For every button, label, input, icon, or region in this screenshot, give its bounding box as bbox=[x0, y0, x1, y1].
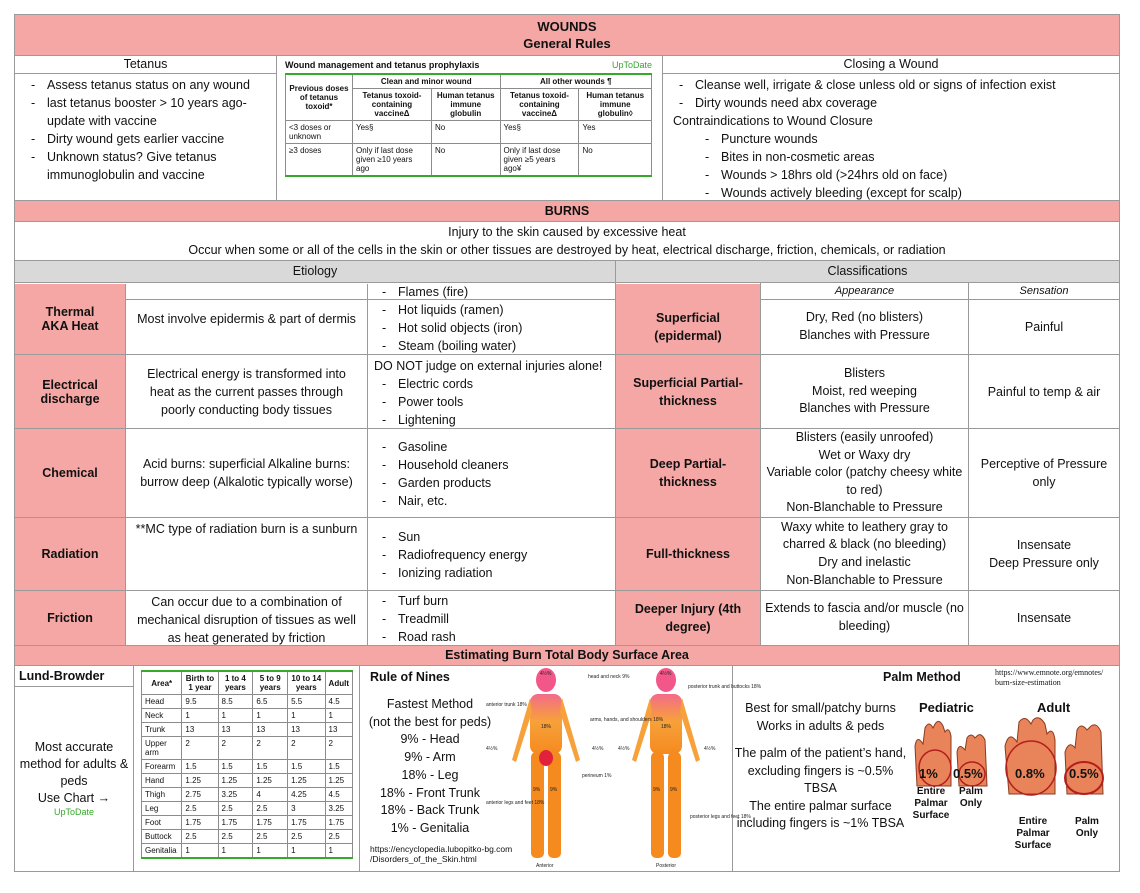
label-posterior: Posterior bbox=[656, 863, 677, 869]
burn-row bbox=[15, 591, 1119, 646]
cell: Thigh bbox=[142, 788, 182, 802]
cell: 4 bbox=[253, 788, 288, 802]
nines-section bbox=[360, 666, 762, 871]
adult-full-hand-icon bbox=[1005, 718, 1055, 794]
burn-example-list bbox=[368, 528, 615, 582]
appearance-line: Moist, red weeping bbox=[812, 383, 917, 398]
appearance-line: Dry and inelastic bbox=[818, 555, 911, 569]
adult-full-pct: 0.8% bbox=[1015, 766, 1045, 781]
tetanus-item: - Unknown status? Give tetanus immunoglobulin and vaccine bbox=[47, 148, 276, 184]
sensation-line: Insensate bbox=[1016, 611, 1072, 625]
burn-example: - Garden products bbox=[398, 474, 615, 492]
closing-item: - Cleanse well, irrigate & close unless old or signs of infection exist bbox=[695, 76, 1119, 94]
cell: 2.5 bbox=[288, 830, 325, 844]
lund-header: Lund-Browder bbox=[15, 666, 133, 687]
burn-example: - Power tools bbox=[398, 393, 615, 411]
tetanus-item: - Assess tetanus status on any wound bbox=[47, 76, 276, 94]
etiology-header: Etiology bbox=[15, 261, 616, 282]
burn-rows bbox=[15, 283, 1119, 646]
label-arms: arms, hands, and shoulders 18% bbox=[590, 717, 664, 723]
col-appearance: Appearance bbox=[761, 283, 969, 299]
burn-appearance bbox=[761, 355, 969, 428]
cell: 4.25 bbox=[288, 788, 325, 802]
lund-section bbox=[15, 666, 360, 871]
burn-example-list bbox=[368, 438, 615, 510]
post-left-arm bbox=[632, 698, 652, 762]
sensation-line: Perceptive of Pressure only bbox=[980, 457, 1108, 489]
burns-def-2: Occur when some or all of the cells in the skin or other tissues are destroyed by heat, electrical discharge, friction, chemicals, or radiation bbox=[188, 243, 946, 257]
lund-col-header: Area* bbox=[142, 671, 182, 695]
cell: 2.75 bbox=[182, 788, 218, 802]
hands-drawing bbox=[909, 716, 1117, 796]
cell: 6.5 bbox=[253, 695, 288, 709]
label-arm-r: 4½% bbox=[592, 746, 604, 752]
burns-title: BURNS bbox=[15, 201, 1119, 222]
nines-url: https://encyclopedia.lubopitko-bg.com /Disorders_of_the_Skin.html bbox=[370, 844, 513, 864]
cell: 2.5 bbox=[325, 830, 352, 844]
cell: Genitalia bbox=[142, 844, 182, 859]
contra-item: - Puncture wounds bbox=[721, 130, 1119, 148]
burn-row bbox=[15, 355, 1119, 429]
sensation-line: Insensate bbox=[1016, 538, 1072, 552]
label-post-leg-r: 9% bbox=[670, 787, 678, 793]
table-row bbox=[286, 144, 652, 177]
cell: Foot bbox=[142, 816, 182, 830]
appearance-line: Blisters (easily unroofed) bbox=[795, 430, 934, 445]
label-anterior: Anterior bbox=[536, 863, 554, 869]
cell: 2.5 bbox=[253, 830, 288, 844]
burn-examples bbox=[368, 429, 616, 517]
posterior-body bbox=[632, 668, 700, 858]
cell: 4.5 bbox=[325, 788, 352, 802]
burn-depth: Deep Partial-thickness bbox=[616, 429, 761, 517]
burn-sensation bbox=[969, 284, 1119, 354]
adult-palm-label: Palm Only bbox=[1075, 816, 1099, 839]
burns-header-row bbox=[15, 261, 1119, 283]
table-row bbox=[142, 695, 353, 709]
rule-of-nines-figure bbox=[478, 666, 762, 871]
appearance-line: Blanches with Pressure bbox=[799, 401, 930, 416]
table-row bbox=[142, 760, 353, 774]
burns-def-1: Injury to the skin caused by excessive heat bbox=[448, 225, 686, 239]
burn-row bbox=[15, 429, 1119, 518]
cell: Yes§ bbox=[353, 121, 432, 144]
burn-appearance bbox=[761, 429, 969, 517]
cell: No bbox=[431, 121, 500, 144]
burn-description: Most involve epidermis & part of dermis bbox=[126, 284, 368, 354]
appearance-line: Extends to fascia and/or muscle (no bleeding) bbox=[765, 601, 964, 633]
nines-header: Rule of Nines bbox=[370, 670, 450, 684]
th-clean: Clean and minor wound bbox=[353, 74, 501, 89]
ped-full-label: Entire Palmar Surface bbox=[912, 786, 950, 821]
closing-section bbox=[663, 56, 1119, 200]
ant-perineum bbox=[539, 750, 553, 766]
burn-type: Friction bbox=[15, 591, 126, 645]
anterior-body bbox=[512, 668, 580, 858]
cell: <3 doses or unknown bbox=[286, 121, 353, 144]
tbsa-title: Estimating Burn Total Body Surface Area bbox=[15, 646, 1119, 666]
appearance-line: Non-Blanchable to Pressure bbox=[786, 500, 943, 515]
burn-description: Acid burns: superficial Alkaline burns: burrow deep (Alkalotic typically worse) bbox=[126, 429, 368, 517]
cell: 1 bbox=[288, 844, 325, 859]
cell: 1.25 bbox=[253, 774, 288, 788]
nines-line: 9% - Arm bbox=[404, 750, 456, 765]
palm-text bbox=[733, 700, 908, 833]
cell: 13 bbox=[218, 723, 253, 737]
table-row bbox=[142, 830, 353, 844]
uptodate-logo: UpToDate bbox=[611, 60, 652, 70]
burn-example: - Flames (fire) bbox=[398, 283, 615, 301]
palm-section bbox=[733, 666, 1119, 871]
label-arm-l: 4½% bbox=[486, 746, 498, 752]
burn-appearance bbox=[761, 284, 969, 354]
burn-sensation bbox=[969, 355, 1119, 428]
nines-line: 1% - Genitalia bbox=[390, 820, 470, 835]
sensation-line: Painful to temp & air bbox=[987, 384, 1101, 399]
burn-type: Radiation bbox=[15, 518, 126, 590]
cell: 2.5 bbox=[218, 830, 253, 844]
lund-text: Most accurate method for adults & peds bbox=[19, 740, 129, 788]
label-ant-legs: anterior legs and feet 18% bbox=[486, 800, 545, 806]
lund-browder-table bbox=[141, 670, 353, 859]
tetanus-list bbox=[15, 76, 276, 184]
burn-type: Chemical bbox=[15, 429, 126, 517]
table-row bbox=[142, 774, 353, 788]
label-back-pct: 18% bbox=[661, 724, 672, 730]
burn-description: Electrical energy is transformed into heat as the current passes through poorly conducting body tissues bbox=[126, 355, 368, 428]
cell: 1.75 bbox=[218, 816, 253, 830]
th-vaccine: Tetanus toxoid-containing vaccineΔ bbox=[353, 89, 432, 121]
prophylaxis-title: Wound management and tetanus prophylaxis bbox=[285, 60, 480, 70]
cell: 1.75 bbox=[253, 816, 288, 830]
wounds-row bbox=[15, 56, 1119, 201]
col-sensation: Sensation bbox=[1019, 285, 1069, 297]
cell: 1.25 bbox=[182, 774, 218, 788]
cell: 2 bbox=[253, 737, 288, 760]
burn-appearance bbox=[761, 591, 969, 645]
label-leg-l: 9% bbox=[533, 787, 541, 793]
contra-item: - Bites in non-cosmetic areas bbox=[721, 148, 1119, 166]
th-globulin-2: Human tetanus immune globulin◊ bbox=[579, 89, 652, 121]
table-row bbox=[142, 709, 353, 723]
lund-col-header: 10 to 14 years bbox=[288, 671, 325, 695]
label-post-arm-l: 4½% bbox=[618, 746, 630, 752]
post-left-leg bbox=[651, 752, 664, 858]
cell: Leg bbox=[142, 802, 182, 816]
cell: 1.25 bbox=[218, 774, 253, 788]
tetanus-section bbox=[15, 56, 277, 200]
table-row bbox=[142, 844, 353, 859]
cell: 1.75 bbox=[182, 816, 218, 830]
cell: Neck bbox=[142, 709, 182, 723]
burn-note: DO NOT judge on external injuries alone! bbox=[374, 358, 603, 373]
burn-sensation bbox=[969, 429, 1119, 517]
burn-example: - Hot liquids (ramen) bbox=[398, 301, 615, 319]
cell: 1 bbox=[218, 709, 253, 723]
burn-examples bbox=[368, 284, 616, 354]
cell: 1.25 bbox=[325, 774, 352, 788]
burn-example: - Sun bbox=[398, 528, 615, 546]
ant-right-leg bbox=[548, 752, 561, 858]
lund-header-row bbox=[142, 671, 353, 695]
burn-description: **MC type of radiation burn is a sunburn bbox=[126, 518, 368, 590]
nines-line: 18% - Front Trunk bbox=[379, 785, 481, 800]
burn-type: Electrical discharge bbox=[15, 355, 126, 428]
burn-example: - Household cleaners bbox=[398, 456, 615, 474]
cell: 5.5 bbox=[288, 695, 325, 709]
cell: Forearm bbox=[142, 760, 182, 774]
cell: Only if last dose given ≥5 years ago¥ bbox=[500, 144, 579, 177]
burn-row bbox=[15, 518, 1119, 591]
burn-example: - Steam (boiling water) bbox=[398, 337, 615, 355]
burn-row bbox=[15, 284, 1119, 355]
cell: 3.25 bbox=[218, 788, 253, 802]
cell: 2 bbox=[288, 737, 325, 760]
cell: 2.5 bbox=[182, 830, 218, 844]
label-post-arm-r: 4½% bbox=[704, 746, 716, 752]
lund-col-header: Adult bbox=[325, 671, 352, 695]
burn-sensation bbox=[969, 518, 1119, 590]
burn-sensation bbox=[969, 591, 1119, 645]
sensation-line: Deep Pressure only bbox=[989, 556, 1099, 570]
contra-item: - Wounds > 18hrs old (>24hrs old on face) bbox=[721, 166, 1119, 184]
label-head-neck: head and neck 9% bbox=[588, 674, 630, 680]
nines-line: (not the best for peds) bbox=[368, 714, 492, 729]
palm-line: The entire palmar surface including fingers is ~1% TBSA bbox=[736, 798, 905, 830]
burn-examples bbox=[368, 355, 616, 428]
lund-col-header: 1 to 4 years bbox=[218, 671, 253, 695]
cell: 2.5 bbox=[182, 802, 218, 816]
nines-line: Fastest Method bbox=[386, 697, 474, 711]
cell: Yes bbox=[579, 121, 652, 144]
adult-palm-pct: 0.5% bbox=[1069, 766, 1099, 781]
pediatric-label: Pediatric bbox=[919, 700, 974, 715]
cell: 2 bbox=[182, 737, 218, 760]
cell: 1.75 bbox=[325, 816, 352, 830]
cell: Hand bbox=[142, 774, 182, 788]
palm-url: https://www.emnote.org/emnotes/ burn-size-estimation bbox=[995, 668, 1104, 687]
palm-line: Works in adults & peds bbox=[756, 718, 885, 733]
label-leg-r: 9% bbox=[550, 787, 558, 793]
closing-header: Closing a Wound bbox=[663, 56, 1119, 74]
label-post-legs: posterior legs and feet 18% bbox=[690, 814, 751, 820]
cell: 1 bbox=[325, 844, 352, 859]
burns-definition bbox=[15, 222, 1119, 261]
cell: 13 bbox=[182, 723, 218, 737]
cell: 8.5 bbox=[218, 695, 253, 709]
adult-label: Adult bbox=[1037, 700, 1071, 715]
cell: 13 bbox=[325, 723, 352, 737]
cell: 1.5 bbox=[253, 760, 288, 774]
burn-type: Thermal AKA Heat bbox=[15, 284, 126, 354]
table-row bbox=[142, 788, 353, 802]
table-row bbox=[142, 802, 353, 816]
cell: No bbox=[431, 144, 500, 177]
use-chart-label: Use Chart → bbox=[37, 791, 111, 805]
label-head-pct: 4½% bbox=[540, 671, 552, 677]
label-ant-trunk: anterior trunk 18% bbox=[486, 702, 527, 708]
cell: 13 bbox=[253, 723, 288, 737]
cell: 2 bbox=[218, 737, 253, 760]
closing-item: - Dirty wounds need abx coverage bbox=[695, 94, 1119, 112]
cell: 1 bbox=[182, 709, 218, 723]
table-row bbox=[142, 723, 353, 737]
burn-example: - Electric cords bbox=[398, 375, 615, 393]
nines-line: 9% - Head bbox=[400, 732, 460, 747]
th-vaccine-2: Tetanus toxoid-containing vaccineΔ bbox=[500, 89, 579, 121]
lund-col-header: Birth to 1 year bbox=[182, 671, 218, 695]
cell: 2 bbox=[325, 737, 352, 760]
wounds-title: WOUNDS bbox=[537, 19, 597, 34]
nines-line: 18% - Leg bbox=[401, 767, 459, 782]
palm-line bbox=[733, 735, 908, 745]
contra-title: Contraindications to Wound Closure bbox=[673, 114, 873, 128]
label-trunk-pct: 18% bbox=[541, 724, 552, 730]
uptodate-logo: UpToDate bbox=[53, 807, 95, 817]
post-right-leg bbox=[668, 752, 681, 858]
burn-example-list bbox=[368, 375, 615, 429]
adult-palm-hand-icon bbox=[1065, 725, 1103, 794]
burn-examples bbox=[368, 591, 616, 645]
burn-example: - Ionizing radiation bbox=[398, 564, 615, 582]
ant-right-arm bbox=[560, 698, 580, 762]
cell: 1 bbox=[182, 844, 218, 859]
burn-depth: Deeper Injury (4th degree) bbox=[616, 591, 761, 645]
appearance-line: Dry, Red (no blisters) bbox=[805, 310, 924, 325]
cell: 3 bbox=[288, 802, 325, 816]
palm-figure bbox=[909, 700, 1117, 868]
table-row bbox=[142, 816, 353, 830]
cell: 1.25 bbox=[288, 774, 325, 788]
study-sheet bbox=[14, 14, 1120, 872]
prophylaxis-section bbox=[277, 56, 663, 200]
cell: Trunk bbox=[142, 723, 182, 737]
label-post-trunk: posterior trunk and buttocks 18% bbox=[688, 684, 762, 690]
tetanus-header: Tetanus bbox=[15, 56, 276, 74]
cell: 3.25 bbox=[325, 802, 352, 816]
palm-line: Best for small/patchy burns bbox=[745, 701, 896, 715]
table-row bbox=[142, 737, 353, 760]
cell: 1.75 bbox=[288, 816, 325, 830]
appearance-line: Wet or Waxy dry bbox=[818, 447, 911, 462]
appearance-line: Non-Blanchable to Pressure bbox=[786, 572, 943, 587]
cell: 4.5 bbox=[325, 695, 352, 709]
burn-example: - Gasoline bbox=[398, 438, 615, 456]
palm-header: Palm Method bbox=[883, 670, 961, 684]
burn-example-list bbox=[368, 592, 615, 646]
contra-list bbox=[663, 130, 1119, 202]
cell: 13 bbox=[288, 723, 325, 737]
tetanus-item: - Dirty wound gets earlier vaccine bbox=[47, 130, 276, 148]
lund-col-header: 5 to 9 years bbox=[253, 671, 288, 695]
ped-palm-label: Palm Only bbox=[959, 786, 983, 809]
label-post-head-pct: 4½% bbox=[660, 671, 672, 677]
ped-full-pct: 1% bbox=[919, 766, 938, 781]
cell: ≥3 doses bbox=[286, 144, 353, 177]
closing-list bbox=[663, 76, 1119, 112]
cell: 9.5 bbox=[182, 695, 218, 709]
cell: 1.5 bbox=[218, 760, 253, 774]
appearance-line: Blisters bbox=[844, 366, 885, 381]
tbsa-row bbox=[15, 666, 1119, 871]
burn-example: - Hot solid objects (iron) bbox=[398, 319, 615, 337]
cell: 1 bbox=[253, 709, 288, 723]
adult-full-label: Entire Palmar Surface bbox=[1014, 816, 1052, 851]
wounds-subtitle: General Rules bbox=[523, 36, 611, 51]
tetanus-item: - last tetanus booster > 10 years ago- update with vaccine bbox=[47, 94, 276, 130]
contra-item: - Wounds actively bleeding (except for scalp) bbox=[721, 184, 1119, 202]
burn-example: - Nair, etc. bbox=[398, 492, 615, 510]
cell: 1.5 bbox=[288, 760, 325, 774]
th-other: All other wounds ¶ bbox=[500, 74, 652, 89]
classifications-header: Classifications bbox=[827, 264, 908, 278]
label-perineum: perineum 1% bbox=[582, 773, 612, 779]
cell: 1.5 bbox=[182, 760, 218, 774]
nines-line: 18% - Back Trunk bbox=[380, 803, 480, 818]
sensation-line: Painful bbox=[1024, 320, 1064, 334]
table-row bbox=[286, 121, 652, 144]
burn-example: - Turf burn bbox=[398, 592, 615, 610]
cell: 1 bbox=[218, 844, 253, 859]
post-right-arm bbox=[680, 698, 700, 762]
cell: Yes§ bbox=[500, 121, 579, 144]
burn-appearance bbox=[761, 518, 969, 590]
cell: 1 bbox=[288, 709, 325, 723]
burn-example: - Road rash bbox=[398, 628, 615, 646]
burn-example-list bbox=[368, 283, 615, 355]
cell: 1.5 bbox=[325, 760, 352, 774]
appearance-line: Waxy white to leathery gray to charred & black (no bleeding) bbox=[781, 519, 948, 552]
cell: Upper arm bbox=[142, 737, 182, 760]
burn-examples bbox=[368, 518, 616, 590]
burn-depth: Superficial Partial-thickness bbox=[616, 355, 761, 428]
prophylaxis-table bbox=[285, 73, 652, 177]
appearance-line: Blanches with Pressure bbox=[799, 328, 930, 342]
label-post-leg-l: 9% bbox=[653, 787, 661, 793]
wounds-header bbox=[15, 15, 1119, 56]
cell: 1 bbox=[325, 709, 352, 723]
palm-line: The palm of the patient’s hand, excluding fingers is ~0.5% TBSA bbox=[734, 746, 907, 795]
cell: 2.5 bbox=[253, 802, 288, 816]
cell: Only if last dose given ≥10 years ago bbox=[353, 144, 432, 177]
cell: Head bbox=[142, 695, 182, 709]
burn-depth: Superficial (epidermal) bbox=[616, 284, 761, 354]
th-globulin: Human tetanus immune globulin bbox=[431, 89, 500, 121]
burn-example: - Lightening bbox=[398, 411, 615, 429]
burn-example: - Treadmill bbox=[398, 610, 615, 628]
cell: No bbox=[579, 144, 652, 177]
burn-example: - Radiofrequency energy bbox=[398, 546, 615, 564]
th-prev-doses: Previous doses of tetanus toxoid* bbox=[286, 74, 353, 121]
appearance-line: Variable color (patchy cheesy white to red) bbox=[766, 465, 963, 497]
burn-description: Can occur due to a combination of mechanical disruption of tissues as well as heat generated by friction bbox=[126, 591, 368, 645]
cell: 1 bbox=[253, 844, 288, 859]
cell: 2.5 bbox=[218, 802, 253, 816]
burn-depth: Full-thickness bbox=[616, 518, 761, 590]
ped-palm-pct: 0.5% bbox=[953, 766, 983, 781]
cell: Buttock bbox=[142, 830, 182, 844]
